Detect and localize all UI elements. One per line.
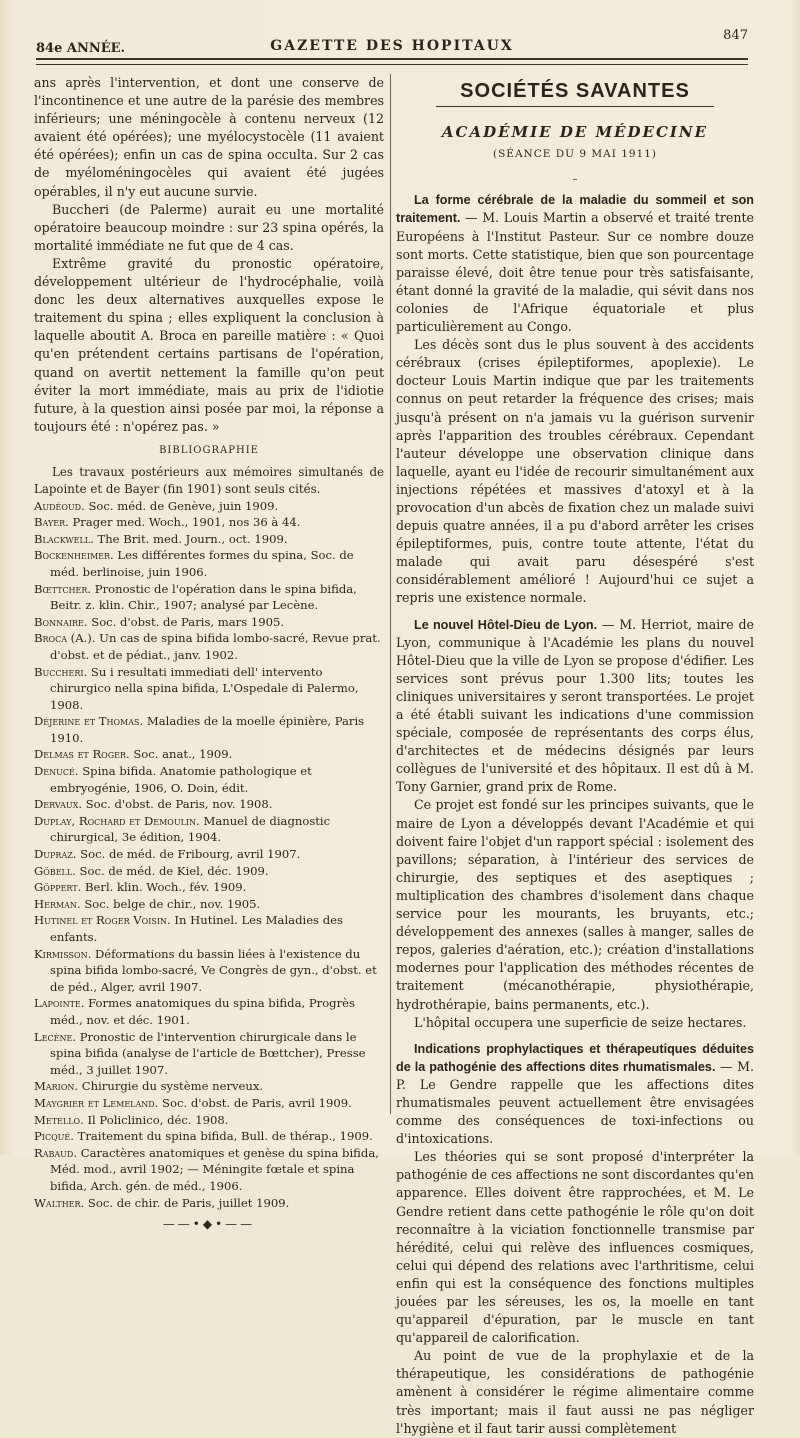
section-rule [436, 106, 714, 107]
reference-author: Dupraz. [34, 847, 77, 862]
bibliography-entry [34, 763, 384, 796]
article-text: Ce projet est fondé sur les principes suivants, que le maire de Lyon a développés devant l'Académie et qui doivent faire l'objet d'un rapport spécial : isolement des pavillons; séparation, à l'intérieur des services de chirurgie, des septiques et des aseptiques ; multiplication des chambres d'isolement dans chaque service pour les mourants, les bruyants, etc.; développement des annexes (salles à manger, salles de repos, galeries d'aération, etc.); création d'installations modernes pour l'application des méthodes récentes de traitement (mécanothérapie, physiothérapie, hydrothérapie, bains permanents, etc.). [396, 797, 754, 1012]
reference-author: Metello. [34, 1112, 84, 1127]
reference-text: Soc. belge de chir., nov. 1905. [80, 896, 261, 911]
bibliography-entry [34, 713, 384, 746]
running-header [36, 26, 748, 60]
reference-text: Les différentes formes du spina, Soc. de méd. berlinoise, juin 1906. [50, 548, 354, 579]
separator-dash: – [572, 174, 578, 186]
section-title: SOCIÉTÉS SAVANTES [460, 80, 690, 102]
column-divider [390, 74, 391, 1114]
reference-text: Caractères anatomiques et genèse du spina bifida, Méd. mod., avril 1902; — Méningite fœtale et spina bifida, Arch. gén. de méd., 1906. [50, 1145, 379, 1193]
reference-author: Blackwell. [34, 531, 94, 546]
body-paragraph: Extrême gravité du pronostic opératoire, développement ultérieur de l'hydrocéphalie, voilà donc les deux alternatives auxquelles expose le traitement du spina ; elles expliquent la conclusion à laquelle aboutit A. Broca en pareille matière : « Quoi qu'en prétendent certains partisans de l'opération, quand on avertit nettement la famille qu'on peut éviter la mort immédiate, mais au prix de l'idiotie future, à la question ainsi posée par moi, la réponse a toujours été : n'opérez pas. » [34, 255, 384, 434]
bibliography-entry [34, 896, 384, 913]
body-paragraph: Buccheri (de Palerme) aurait eu une mortalité opératoire beaucoup moindre : sur 23 spina opérés, la mortalité immédiate ne fut que de 4 cas. [34, 201, 384, 253]
article-text: Au point de vue de la prophylaxie et de la thérapeutique, les considérations de pathogénie amènent à considérer le régime alimentaire comme très important; mais il faut aussi ne pas négliger l'hygiène et il faut tarir aussi complètement [396, 1348, 754, 1436]
bibliography-entry [34, 547, 384, 580]
article-paragraph [396, 191, 754, 336]
bibliography-entry [34, 879, 384, 896]
bibliography-entry [34, 863, 384, 880]
reference-author: Picqué. [34, 1129, 74, 1144]
article-title: Le nouvel Hôtel-Dieu de Lyon. [414, 617, 598, 632]
reference-author: Denucé. [34, 764, 79, 779]
reference-author: Bœttcher. [34, 581, 92, 596]
bibliography-heading: BIBLIOGRAPHIE [159, 444, 259, 456]
article-paragraph [396, 336, 754, 607]
reference-text: Maladies de la moelle épinière, Paris 1910. [50, 714, 365, 745]
bibliography-entry [34, 912, 384, 945]
reference-author: Déjerine et Thomas. [34, 714, 144, 729]
reference-author: Maygrier et Lemeland. [34, 1095, 159, 1110]
article [396, 191, 754, 607]
reference-author: Kirmisson. [34, 946, 92, 961]
reference-text: Formes anatomiques du spina bifida, Progrès méd., nov. et déc. 1901. [50, 996, 355, 1027]
article-text: — M. P. Le Gendre rappelle que les affections dites rhumatismales peuvent actuellement être envisagées comme des conséquences de toxi-infections ou d'intoxications. [396, 1058, 754, 1147]
reference-author: Göbell. [34, 863, 76, 878]
article-paragraph [396, 1148, 754, 1347]
bibliography-entry [34, 1095, 384, 1112]
reference-text: Soc. d'obst. de Paris, mars 1905. [87, 614, 285, 629]
bibliography-entry [34, 1112, 384, 1129]
reference-text: Soc. de méd. de Fribourg, avril 1907. [76, 847, 301, 862]
article-paragraph [396, 1040, 754, 1149]
page-number: 847 [723, 28, 748, 43]
reference-author: Bayer. [34, 515, 69, 530]
bibliography-entry [34, 531, 384, 548]
bibliography-entry [34, 1078, 384, 1095]
reference-text: Soc. de chir. de Paris, juillet 1909. [84, 1195, 290, 1210]
reference-author: Herman. [34, 896, 81, 911]
article-text: Les décès sont dus le plus souvent à des accidents cérébraux (crises épileptiformes, apoplexie). Le docteur Louis Martin indique que par les traitements connus on peut retarder la fréquence des crises; mais jusqu'à présent on n'a jamais vu la guérison survenir après l'apparition des troubles cérébraux. Cependant l'auteur développe une observation clinique dans laquelle, ayant eu l'idée de recourir simultanément aux injections répétées et massives d'atoxyl et à la provocation d'un abcès de fixation chez un malade suivi depuis quatre années, il a pu d'abord arrêter les crises épileptiformes, puis, contre toute attente, l'état du malade qui avait paru désespéré s'est considérablement amélioré ! Aujourd'hui ce sujet a repris une existence normale. [396, 337, 754, 606]
session-date: (SÉANCE DU 9 MAI 1911) [492, 148, 658, 161]
article-paragraph [396, 1014, 754, 1032]
article-paragraph [396, 1347, 754, 1437]
bibliography-entry [34, 796, 384, 813]
bibliography-entry [34, 614, 384, 631]
bibliography-entry [34, 581, 384, 614]
bibliography-entry [34, 946, 384, 996]
reference-author: Göppert. [34, 880, 82, 895]
right-column [396, 74, 754, 1438]
reference-author: Hutinel et Roger Voisin. [34, 913, 171, 928]
reference-author: Audéoud. [34, 498, 85, 513]
header-rule [36, 58, 748, 60]
reference-author: Marion. [34, 1079, 79, 1094]
reference-text: Il Policlinico, déc. 1908. [83, 1112, 229, 1127]
reference-text: Chirurgie du système nerveux. [78, 1079, 264, 1094]
reference-text: Soc. de méd. de Kiel, déc. 1909. [75, 863, 269, 878]
reference-author: Buccheri. [34, 664, 88, 679]
reference-text: Manuel de diagnostic chirurgical, 3e édition, 1904. [50, 813, 331, 845]
reference-text: In Hutinel. Les Maladies des enfants. [50, 913, 343, 944]
bibliography-entry [34, 514, 384, 531]
bibliography-entry [34, 1128, 384, 1145]
article-text: — M. Louis Martin a observé et traité trente Européens à l'Institut Pasteur. Sur ce nombre douze sont morts. Cette statistique, bien que son pourcentage paraisse élevé, doit être tenue pour très satisfaisante, étant donné la gravité de la maladie, qui sévit dans nos colonies de l'Afrique équatoriale et plus particulièrement au Congo. [396, 210, 754, 335]
bibliography-entry [34, 1195, 384, 1212]
reference-author: Rabaud. [34, 1145, 78, 1160]
bibliography-entry [34, 746, 384, 763]
header-rule-thin [36, 64, 748, 65]
left-column [34, 74, 384, 1233]
bibliography-entry [34, 846, 384, 863]
bibliography-entry [34, 995, 384, 1028]
article-paragraph [396, 796, 754, 1013]
bibliography-entry [34, 664, 384, 714]
reference-author: Delmas et Roger. [34, 747, 130, 762]
bibliography-entry [34, 630, 384, 663]
reference-text: Soc. d'obst. de Paris, avril 1909. [158, 1095, 352, 1110]
article-text: L'hôpital occupera une superficie de seize hectares. [414, 1014, 747, 1030]
bibliography-entry [34, 498, 384, 515]
reference-text: Su i resultati immediati dell' intervento chirurgico nella spina bifida, L'Ospedale di Palermo, 1908. [50, 664, 359, 712]
article-title: La forme cérébrale de la maladie du sommeil et son traitement. [396, 193, 754, 226]
reference-author: Walther. [34, 1195, 85, 1210]
academy-heading: ACADÉMIE DE MÉDECINE [441, 123, 709, 142]
article-title: Indications prophylactiques et thérapeutiques déduites de la pathogénie des affections dites rhumatismales. [396, 1041, 754, 1074]
reference-text: Berl. klin. Woch., fév. 1909. [81, 880, 247, 895]
reference-text: The Brit. med. Journ., oct. 1909. [93, 531, 288, 546]
reference-text: Pronostic de l'opération dans le spina bifida, Beitr. z. klin. Chir., 1907; analysé par Lecène. [50, 581, 357, 613]
reference-author: Broca (A.). [34, 631, 96, 646]
end-ornament: ——•◆•—— [162, 1217, 256, 1232]
article-paragraph [396, 616, 754, 797]
reference-text: Un cas de spina bifida lombo-sacré, Revue prat. d'obst. et de pédiat., janv. 1902. [50, 631, 381, 662]
reference-author: Bockenheimer. [34, 548, 114, 563]
reference-text: Prager med. Woch., 1901, nos 36 à 44. [68, 515, 301, 530]
article [396, 608, 754, 1032]
reference-text: Traitement du spina bifida, Bull. de thérap., 1909. [73, 1129, 373, 1144]
reference-text: Déformations du bassin liées à l'existence du spina bifida lombo-sacré, Ve Congrès de gyn., d'obst. et de péd., Alger, avril 1907. [50, 946, 377, 994]
issue-label: 84e ANNÉE. [36, 41, 126, 56]
reference-author: Dervaux. [34, 797, 83, 812]
reference-text: Soc. anat., 1909. [129, 747, 233, 762]
reference-author: Bonnaire. [34, 614, 88, 629]
reference-text: Soc. d'obst. de Paris, nov. 1908. [82, 797, 273, 812]
bibliography-entry [34, 813, 384, 846]
reference-text: Pronostic de l'intervention chirurgicale dans le spina bifida (analyse de l'article de Bœttcher), Presse méd., 3 juillet 1907. [50, 1029, 366, 1077]
reference-author: Lecène. [34, 1029, 77, 1044]
bibliography-entry [34, 1145, 384, 1195]
body-paragraph: ans après l'intervention, et dont une conserve de l'incontinence et une autre de la parésie des membres inférieurs; une méningocèle à contenu nerveux (12 avaient été opérées); une myélocystocèle (11 avaient été opérées); enfin un cas de spina occulta. Sur 2 cas de myéloméningocèles qui avaient été jugées opérables, il n'y eut aucune survie. [34, 75, 384, 199]
articles [396, 191, 754, 1437]
article-text: — M. Herriot, maire de Lyon, communique à l'Académie les plans du nouvel Hôtel-Dieu que la ville de Lyon se propose d'édifier. Les services sont prévus pour 1.300 lits; toutes les cliniques universitaires y seront transportées. Le projet a été établi suivant les indications d'une commission spéciale, composée de représentants des corps élus, d'architectes et de médecins désignés par leurs collègues de l'université et des hôpitaux. Il est dû à M. Tony Garnier, grand prix de Rome. [396, 616, 754, 795]
journal-title: GAZETTE DES HOPITAUX [270, 38, 514, 54]
bibliography-intro: Les travaux postérieurs aux mémoires simultanés de Lapointe et de Bayer (fin 1901) sont seuls cités. [34, 464, 384, 496]
bibliography-list [34, 498, 384, 1212]
reference-text: Soc. méd. de Genève, juin 1909. [84, 498, 279, 513]
article-text: Les théories qui se sont proposé d'interpréter la pathogénie de ces affections ne sont discordantes qu'en apparence. Elles doivent être rapprochées, et M. Le Gendre retient dans cette pathogénie le rôle qu'on doit reconnaître à la viciation fonctionnelle transmise par hérédité, celui qui relève des influences cosmiques, celui qui dépend des relations avec l'arthritisme, celui enfin qui est la conséquence des fonctions multiples jouées par les séreuses, les os, la moelle en tant qu'appareil d'épuration, par le muscle en tant qu'appareil de calorification. [396, 1149, 754, 1346]
reference-author: Duplay, Rochard et Demoulin. [34, 813, 200, 828]
reference-text: Spina bifida. Anatomie pathologique et embryogénie, 1906, O. Doin, édit. [50, 764, 312, 795]
reference-author: Lapointe. [34, 996, 85, 1011]
article [396, 1032, 754, 1438]
bibliography-entry [34, 1029, 384, 1079]
